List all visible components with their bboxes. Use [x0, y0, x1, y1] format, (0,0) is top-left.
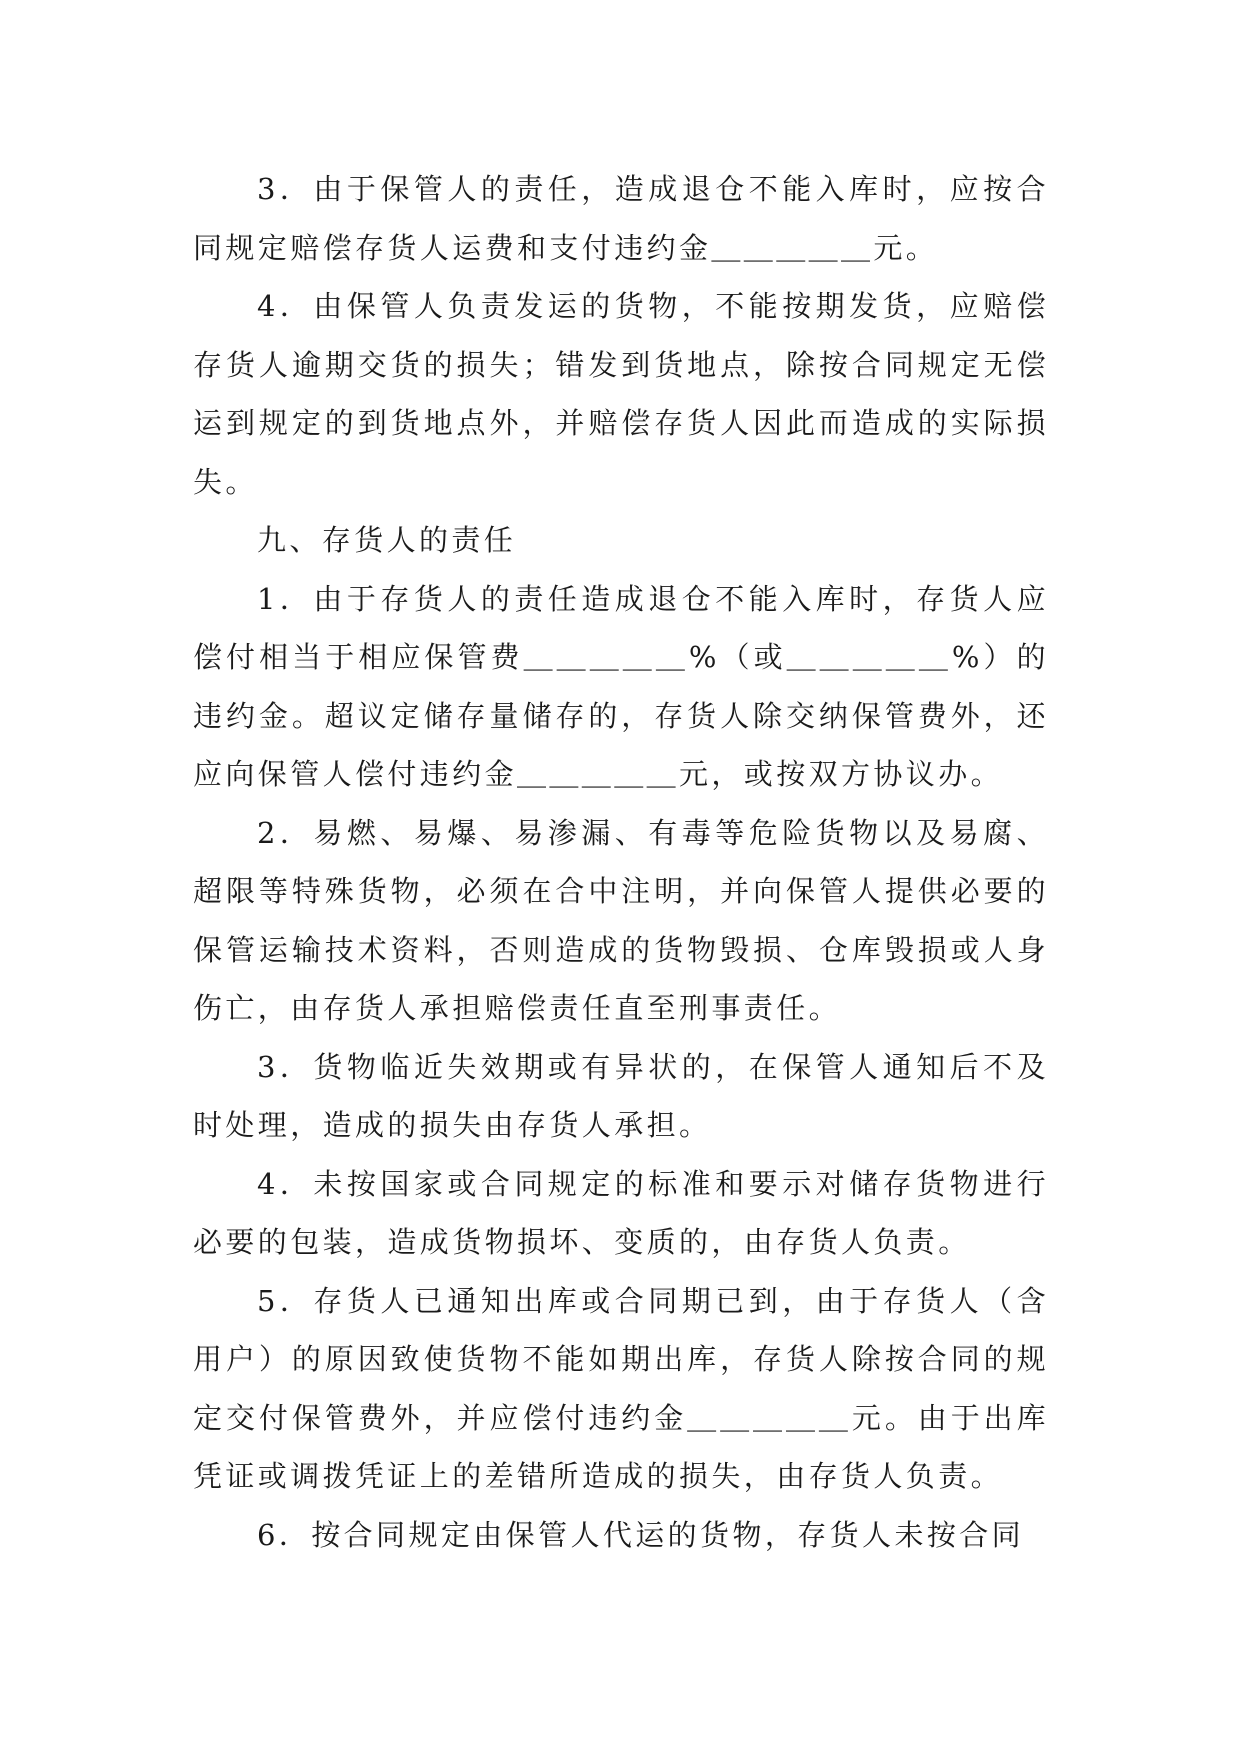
paragraph-depositor-liability-4: 4．未按国家或合同规定的标准和要示对储存货物进行必要的包装，造成货物损坏、变质的，由存货人负责。 — [193, 1166, 1049, 1259]
paragraph-depositor-liability-6: 6．按合同规定由保管人代运的货物，存货人未按合同 — [257, 1517, 1025, 1552]
section-heading-depositor-liability: 九、存货人的责任 — [257, 523, 517, 557]
paragraph-keeper-liability-3: 3．由于保管人的责任，造成退仓不能入库时，应按合同规定赔偿存货人运费和支付违约金＿＿＿＿＿元。 — [193, 172, 1049, 265]
paragraph-depositor-liability-1: 1．由于存货人的责任造成退仓不能入库时，存货人应偿付相当于相应保管费＿＿＿＿＿%（或＿＿＿＿＿%）的违约金。超议定储存量储存的，存货人除交纳保管费外，还应向保管人偿付违约金＿＿＿＿＿元，或按双方协议办。 — [193, 581, 1049, 791]
document-body — [193, 160, 1049, 1564]
paragraph-depositor-liability-3: 3．货物临近失效期或有异状的，在保管人通知后不及时处理，造成的损失由存货人承担。 — [193, 1049, 1049, 1142]
paragraph-depositor-liability-2: 2．易燃、易爆、易渗漏、有毒等危险货物以及易腐、超限等特殊货物，必须在合中注明，并向保管人提供必要的保管运输技术资料，否则造成的货物毁损、仓库毁损或人身伤亡，由存货人承担赔偿责任直至刑事责任。 — [193, 815, 1049, 1025]
paragraph-depositor-liability-5: 5．存货人已通知出库或合同期已到，由于存货人（含用户）的原因致使货物不能如期出库，存货人除按合同的规定交付保管费外，并应偿付违约金＿＿＿＿＿元。由于出库凭证或调拨凭证上的差错所造成的损失，由存货人负责。 — [193, 1283, 1049, 1493]
paragraph-keeper-liability-4: 4．由保管人负责发运的货物，不能按期发货，应赔偿存货人逾期交货的损失；错发到货地点，除按合同规定无偿运到规定的到货地点外，并赔偿存货人因此而造成的实际损失。 — [193, 289, 1049, 499]
